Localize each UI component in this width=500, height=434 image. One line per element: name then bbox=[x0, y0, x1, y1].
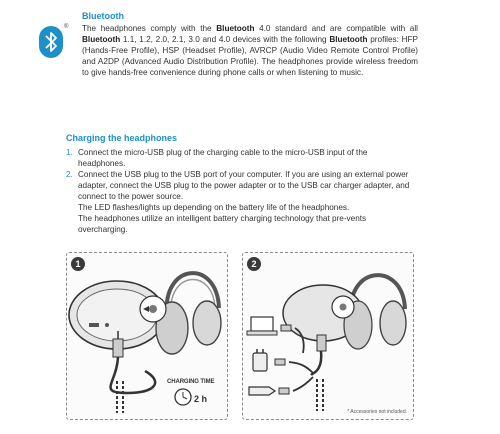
registered-mark: ® bbox=[64, 24, 69, 30]
bluetooth-paragraph bbox=[82, 23, 418, 78]
bluetooth-emphasis: Bluetooth bbox=[82, 35, 121, 44]
charging-options-illustration bbox=[243, 253, 413, 419]
step-1 bbox=[66, 147, 410, 169]
step-badge-1: 1 bbox=[71, 257, 85, 271]
led-info: The LED flashes/lights up depending on the battery life of the headphones. bbox=[78, 203, 350, 212]
paragraph-text: 4.0 standard and are compatible with all bbox=[254, 24, 418, 33]
bluetooth-emphasis: Bluetooth bbox=[216, 24, 255, 33]
step-text: Connect the USB plug to the USB port of your computer. If you are using an external power adapter, connect the USB plug to the power adapter or to the USB car charger adapter, and connect to the power source. bbox=[78, 170, 410, 201]
charging-time-label: CHARGING TIME bbox=[167, 379, 215, 385]
bluetooth-heading: Bluetooth bbox=[82, 11, 124, 21]
step-badge-2: 2 bbox=[247, 257, 261, 271]
step-2 bbox=[66, 169, 410, 202]
step-text: Connect the micro-USB plug of the charging cable to the micro-USB input of the headphones. bbox=[78, 148, 368, 168]
accessories-note: * Accessories not included. bbox=[347, 409, 407, 415]
paragraph-text: 1.1, 1.2, 2.0, 2.1, 3.0 and 4.0 devices with the following bbox=[120, 35, 330, 44]
charging-steps bbox=[66, 147, 410, 235]
charging-time-value: 2 h bbox=[194, 394, 208, 404]
step-number: 2. bbox=[66, 170, 73, 179]
step-number: 1. bbox=[66, 148, 73, 157]
paragraph-text: profiles: HFP (Hands-Free Profile), HSP (Headset Profile), AVRCP (Audio Video Remote Control Profile) and A2DP (Advanced Audio Distribution Profile). The headphones provide wireless freedom to give hands-free convenience during phone calls or when listening to music. bbox=[82, 35, 418, 77]
bluetooth-emphasis: Bluetooth bbox=[329, 35, 368, 44]
figure-panel-1 bbox=[66, 252, 228, 420]
paragraph-text: The headphones comply with the bbox=[82, 24, 217, 33]
figure-panel-2 bbox=[242, 252, 414, 420]
bluetooth-logo-icon bbox=[38, 25, 64, 59]
charging-heading: Charging the headphones bbox=[66, 133, 178, 143]
battery-info: The headphones utilize an intelligent battery charging technology that pre-vents overcharging. bbox=[78, 214, 367, 234]
